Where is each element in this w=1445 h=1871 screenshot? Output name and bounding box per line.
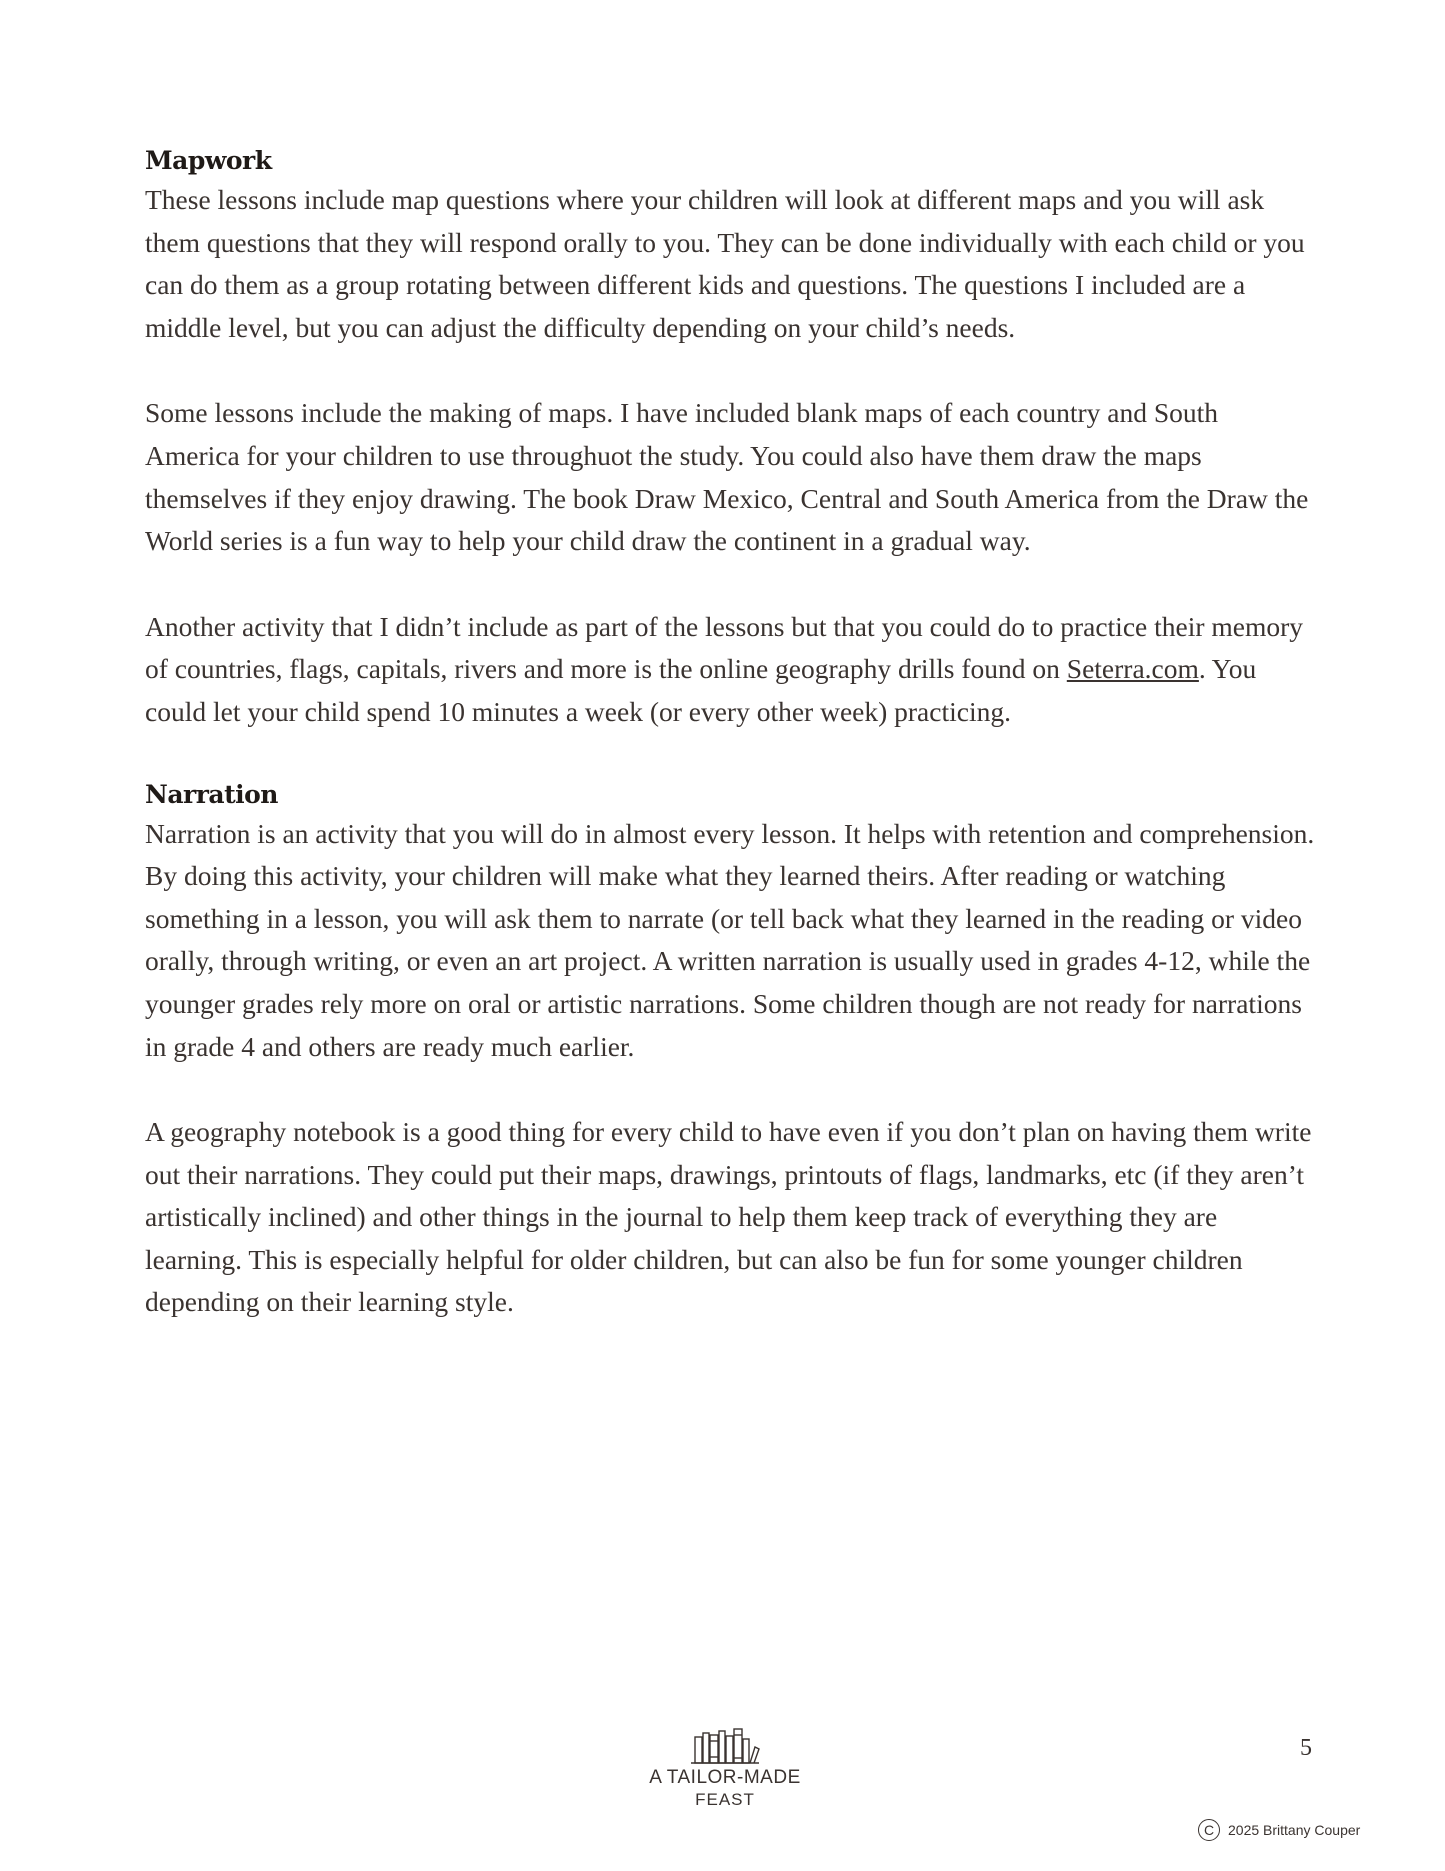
page-number: 5 xyxy=(1300,1735,1312,1761)
mapwork-paragraph-1: These lessons include map questions where your children will look at different maps and you will ask them questions that they will respond orally to you. They can be done individually with each child or you can do them as a group rotating between different kids and questions. The questions I included are a middle level, but you can adjust the difficulty depending on your child’s needs. xyxy=(145,184,1305,343)
copyright-icon: C xyxy=(1198,1819,1220,1841)
seterra-link[interactable]: Seterra.com xyxy=(1066,653,1199,685)
page-content xyxy=(145,143,1315,1324)
section-title-narration: Narration xyxy=(145,779,278,809)
section-title-mapwork: Mapwork xyxy=(145,146,272,175)
paragraph-text: . You could let your child spend 10 minutes a week (or every other week) practicing. xyxy=(145,653,1257,727)
paragraph-text: Another activity that I didn’t include as part of the lessons but that you could do to practice their memory of countries, flags, capitals, rivers and more is the online geography drills found on xyxy=(145,610,1304,685)
logo-text-line1: A TAILOR-MADE xyxy=(649,1767,801,1788)
mapwork-paragraph-3 xyxy=(145,606,1315,734)
narration-paragraph-1: Narration is an activity that you will do in almost every lesson. It helps with retention and comprehension. By doing this activity, your children will make what they learned theirs. After reading or watching something in a lesson, you will ask them to narrate (or tell back what they learned in the reading or video orally, through writing, or even an art project. A written narration is usually used in grades 4-12, while the younger grades rely more on oral or artistic narrations. Some children though are not ready for narrations in grade 4 and others are ready much earlier. xyxy=(145,817,1315,1062)
copyright-text: 2025 Brittany Couper xyxy=(1228,1822,1361,1838)
copyright-notice xyxy=(1198,1819,1360,1841)
narration-paragraph-2: A geography notebook is a good thing for every child to have even if you don’t plan on having them write out their narrations. They could put their maps, drawings, printouts of flags, landmarks, etc (if they aren’t artistically inclined) and other things in the journal to help them keep track of everything they are learning. This is especially helpful for older children, but can also be fun for some younger children depending on their learning style. xyxy=(145,1116,1312,1318)
brand-logo xyxy=(630,1725,820,1811)
books-icon xyxy=(685,1725,765,1765)
mapwork-paragraph-2: Some lessons include the making of maps. I have included blank maps of each country and South America for your children to use throughuot the study. You could also have them draw the maps themselves if they enjoy drawing. The book Draw Mexico, Central and South America from the Draw the World series is a fun way to help your child draw the continent in a gradual way. xyxy=(145,397,1309,557)
logo-text-line2: FEAST xyxy=(695,1790,755,1809)
